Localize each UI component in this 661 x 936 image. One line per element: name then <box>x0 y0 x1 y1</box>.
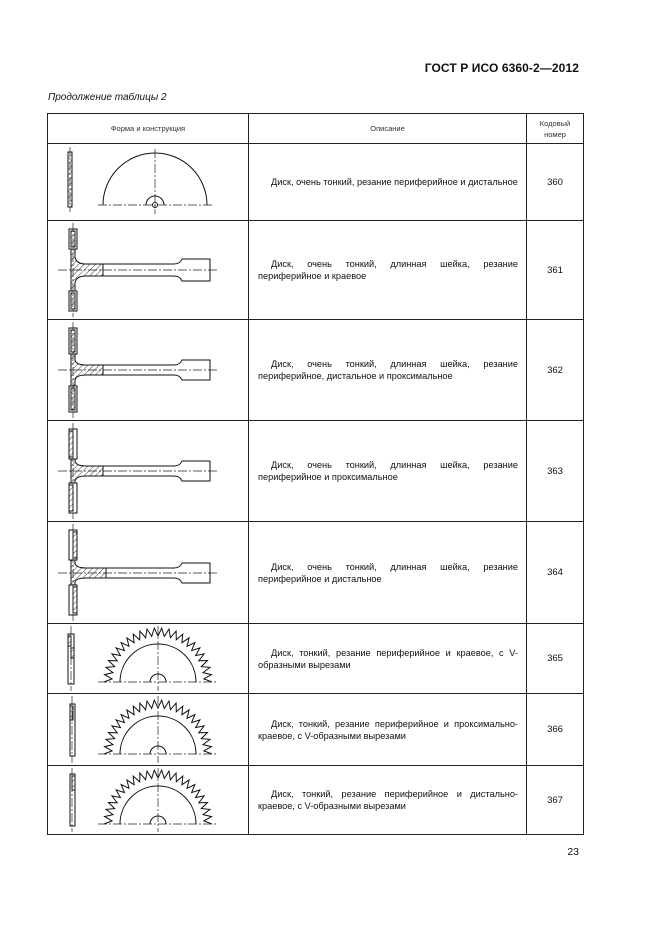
standard-title: ГОСТ Р ИСО 6360-2—2012 <box>424 61 579 75</box>
serrated-disc-edge-drawing <box>48 624 249 693</box>
instrument-table <box>47 113 584 835</box>
description-cell: Диск, очень тонкий, резание периферийное и дистальное <box>249 144 527 221</box>
disc-long-neck-all-sides-drawing <box>48 320 249 420</box>
disc-long-neck-distal-drawing <box>48 522 249 623</box>
figure-cell <box>48 221 249 320</box>
figure-cell <box>48 522 249 624</box>
header-code-line2: номер <box>544 129 566 139</box>
code-cell: 363 <box>527 421 584 522</box>
table-row <box>48 421 584 522</box>
description-cell: Диск, очень тонкий, длинная шейка, резание периферийное и краевое <box>249 221 527 320</box>
code-cell: 364 <box>527 522 584 624</box>
table-row <box>48 221 584 320</box>
description-cell: Диск, тонкий, резание периферийное и проксимально-краевое, с V-образными вырезами <box>249 694 527 766</box>
table-caption: Продолжение таблицы 2 <box>48 92 167 103</box>
description-cell: Диск, очень тонкий, длинная шейка, резание периферийное и дистальное <box>249 522 527 624</box>
table-row <box>48 694 584 766</box>
header-description: Описание <box>249 114 527 144</box>
code-cell: 366 <box>527 694 584 766</box>
description-cell: Диск, очень тонкий, длинная шейка, резание периферийное, дистальное и проксимальное <box>249 320 527 421</box>
code-cell: 361 <box>527 221 584 320</box>
table-row <box>48 766 584 835</box>
table-row <box>48 624 584 694</box>
figure-cell <box>48 624 249 694</box>
header-form: Форма и конструкция <box>48 114 249 144</box>
page-number: 23 <box>567 846 579 858</box>
table-row <box>48 522 584 624</box>
thin-disc-half-view-drawing <box>48 144 249 220</box>
disc-long-neck-peripheral-edge-drawing <box>48 221 249 319</box>
figure-cell <box>48 766 249 835</box>
code-cell: 362 <box>527 320 584 421</box>
serrated-disc-distal-drawing <box>48 766 249 834</box>
code-cell: 367 <box>527 766 584 835</box>
header-code <box>527 114 584 144</box>
figure-cell <box>48 421 249 522</box>
code-cell: 360 <box>527 144 584 221</box>
description-cell: Диск, очень тонкий, длинная шейка, резание периферийное и проксимальное <box>249 421 527 522</box>
description-cell: Диск, тонкий, резание периферийное и дистально-краевое, с V-образными вырезами <box>249 766 527 835</box>
table-row <box>48 320 584 421</box>
description-cell: Диск, тонкий, резание периферийное и краевое, с V-образными вырезами <box>249 624 527 694</box>
figure-cell <box>48 694 249 766</box>
figure-cell <box>48 320 249 421</box>
code-cell: 365 <box>527 624 584 694</box>
disc-long-neck-proximal-drawing <box>48 421 249 521</box>
table-row <box>48 144 584 221</box>
serrated-disc-proximal-drawing <box>48 694 249 765</box>
header-code-line1: Кодовый <box>539 118 571 128</box>
figure-cell <box>48 144 249 221</box>
table-header-row <box>48 114 584 144</box>
